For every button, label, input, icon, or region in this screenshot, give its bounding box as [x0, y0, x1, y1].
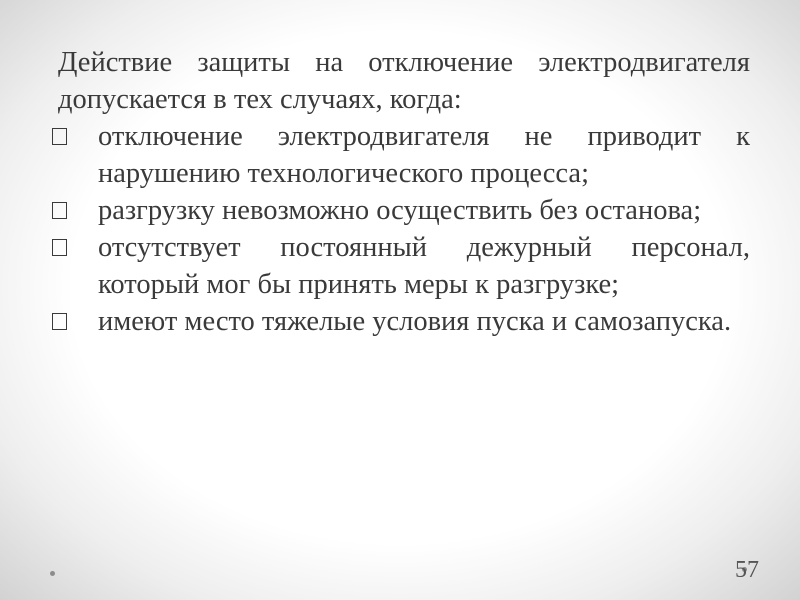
list-item-text: отключение электродвигателя не приводит к нарушению технологического процесса;	[98, 121, 750, 189]
list-item-text: имеют место тяжелые условия пуска и самозапуска.	[98, 306, 732, 337]
list-item	[58, 118, 750, 192]
list-item	[58, 303, 750, 340]
list-item-text: разгрузку невозможно осуществить без останова;	[98, 195, 702, 226]
list-item	[58, 192, 750, 229]
intro-text: Действие защиты на отключение электродвигателя допускается в тех случаях, когда:	[58, 47, 750, 115]
page-number: 57	[735, 557, 759, 583]
box-bullet-icon	[52, 313, 67, 330]
slide-body	[58, 44, 750, 340]
box-bullet-icon	[52, 239, 67, 256]
list-item-text: отсутствует постоянный дежурный персонал, который мог бы принять меры к разгрузке;	[98, 232, 750, 300]
list-item	[58, 229, 750, 303]
box-bullet-icon	[52, 128, 67, 145]
decorative-dot-icon	[50, 571, 55, 576]
box-bullet-icon	[52, 202, 67, 219]
